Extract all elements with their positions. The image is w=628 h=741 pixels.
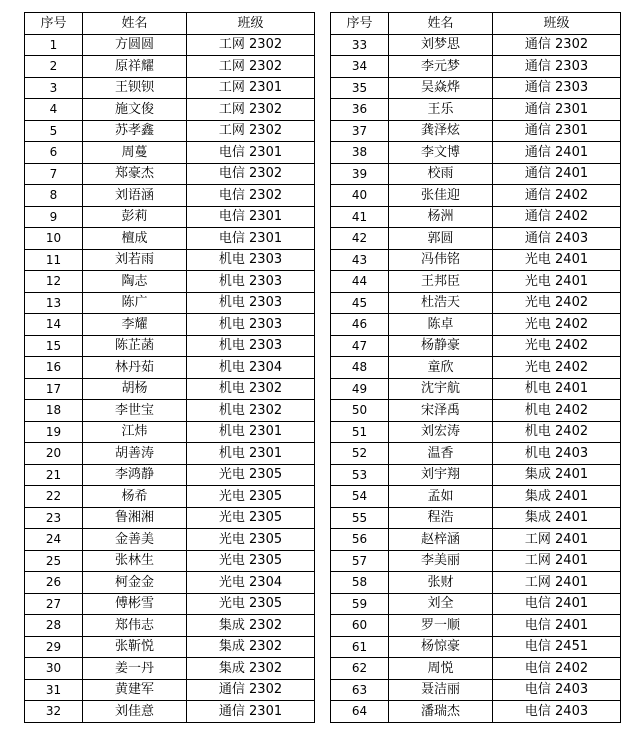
row-class: 机电 2303 [187,292,315,314]
header-seq: 序号 [25,13,83,35]
row-seq: 23 [25,507,83,529]
table-row [25,56,315,78]
row-seq: 2 [25,56,83,78]
row-class: 工网 2401 [493,572,621,594]
table-row [331,636,621,658]
row-class: 通信 2301 [493,99,621,121]
header-row [331,13,621,35]
row-name: 温香 [389,443,493,465]
row-seq: 29 [25,636,83,658]
table-row [25,486,315,508]
row-class: 机电 2302 [187,378,315,400]
row-name: 张佳迎 [389,185,493,207]
table-row [25,185,315,207]
row-seq: 33 [331,34,389,56]
table-row [25,77,315,99]
row-name: 王钡钡 [83,77,187,99]
row-seq: 16 [25,357,83,379]
row-name: 李耀 [83,314,187,336]
row-name: 彭莉 [83,206,187,228]
table-row [25,142,315,164]
table-row [331,142,621,164]
table-row [331,421,621,443]
row-name: 姜一丹 [83,658,187,680]
row-name: 张林生 [83,550,187,572]
table-row [25,120,315,142]
row-name: 柯金金 [83,572,187,594]
table-row [25,400,315,422]
table-row [25,34,315,56]
row-seq: 14 [25,314,83,336]
row-class: 电信 2302 [187,163,315,185]
row-class: 光电 2401 [493,249,621,271]
row-class: 工网 2302 [187,99,315,121]
row-class: 机电 2402 [493,400,621,422]
row-name: 校雨 [389,163,493,185]
row-name: 原祥耀 [83,56,187,78]
row-name: 郑伟志 [83,615,187,637]
row-name: 聂洁丽 [389,679,493,701]
row-class: 通信 2403 [493,228,621,250]
row-class: 光电 2305 [187,486,315,508]
row-name: 刘宇翔 [389,464,493,486]
table-row [331,249,621,271]
table-row [331,529,621,551]
table-row [331,314,621,336]
row-seq: 63 [331,679,389,701]
table-row [331,335,621,357]
row-class: 通信 2301 [187,701,315,723]
row-class: 机电 2303 [187,335,315,357]
row-name: 刘宏涛 [389,421,493,443]
row-class: 通信 2301 [493,120,621,142]
row-name: 赵梓涵 [389,529,493,551]
row-class: 光电 2305 [187,550,315,572]
row-class: 通信 2402 [493,185,621,207]
row-name: 龚泽炫 [389,120,493,142]
table-row [331,185,621,207]
row-name: 张靳悦 [83,636,187,658]
row-class: 电信 2403 [493,701,621,723]
table-row [25,271,315,293]
table-row [25,249,315,271]
row-class: 通信 2302 [493,34,621,56]
row-seq: 41 [331,206,389,228]
row-seq: 61 [331,636,389,658]
row-seq: 27 [25,593,83,615]
row-class: 光电 2305 [187,529,315,551]
row-seq: 25 [25,550,83,572]
row-seq: 36 [331,99,389,121]
row-seq: 34 [331,56,389,78]
row-class: 机电 2301 [187,421,315,443]
row-seq: 4 [25,99,83,121]
row-name: 鲁湘湘 [83,507,187,529]
table-row [331,464,621,486]
table-row [331,271,621,293]
header-class: 班级 [493,13,621,35]
row-name: 李鸿静 [83,464,187,486]
row-class: 机电 2402 [493,421,621,443]
row-seq: 49 [331,378,389,400]
table-row [331,593,621,615]
row-class: 集成 2302 [187,658,315,680]
row-name: 张财 [389,572,493,594]
row-class: 通信 2401 [493,142,621,164]
row-name: 潘瑞杰 [389,701,493,723]
row-class: 电信 2402 [493,658,621,680]
table-row [25,507,315,529]
roster-table-left [24,12,315,723]
row-name: 王乐 [389,99,493,121]
row-class: 通信 2303 [493,77,621,99]
row-seq: 42 [331,228,389,250]
table-row [25,464,315,486]
table-row [331,615,621,637]
roster-body-left [25,34,315,722]
table-row [331,228,621,250]
row-class: 工网 2301 [187,77,315,99]
table-row [25,615,315,637]
row-class: 电信 2301 [187,142,315,164]
row-name: 刘语涵 [83,185,187,207]
row-seq: 46 [331,314,389,336]
table-row [331,292,621,314]
row-name: 林丹茹 [83,357,187,379]
table-row [331,34,621,56]
row-name: 施文俊 [83,99,187,121]
row-class: 集成 2302 [187,636,315,658]
row-name: 周悦 [389,658,493,680]
row-seq: 56 [331,529,389,551]
row-seq: 37 [331,120,389,142]
row-name: 李美丽 [389,550,493,572]
table-row [331,120,621,142]
row-seq: 1 [25,34,83,56]
row-class: 集成 2401 [493,486,621,508]
table-row [25,572,315,594]
row-class: 机电 2303 [187,249,315,271]
row-name: 金善美 [83,529,187,551]
row-seq: 31 [25,679,83,701]
row-name: 郭圆 [389,228,493,250]
row-class: 电信 2403 [493,679,621,701]
row-name: 冯伟铭 [389,249,493,271]
row-seq: 35 [331,77,389,99]
row-seq: 20 [25,443,83,465]
row-seq: 64 [331,701,389,723]
row-name: 刘全 [389,593,493,615]
table-row [25,421,315,443]
row-seq: 22 [25,486,83,508]
row-seq: 28 [25,615,83,637]
row-name: 檀成 [83,228,187,250]
row-name: 陶志 [83,271,187,293]
row-name: 李文博 [389,142,493,164]
row-class: 集成 2401 [493,464,621,486]
row-seq: 5 [25,120,83,142]
row-seq: 48 [331,357,389,379]
table-row [25,99,315,121]
row-class: 机电 2303 [187,271,315,293]
table-row [331,400,621,422]
row-seq: 51 [331,421,389,443]
table-row [25,636,315,658]
table-row [331,99,621,121]
row-class: 电信 2302 [187,185,315,207]
row-seq: 45 [331,292,389,314]
row-name: 刘若雨 [83,249,187,271]
row-name: 孟如 [389,486,493,508]
table-row [25,228,315,250]
table-row [331,486,621,508]
row-name: 杨惊豪 [389,636,493,658]
table-row [331,701,621,723]
row-seq: 7 [25,163,83,185]
row-name: 宋泽禹 [389,400,493,422]
table-row [25,701,315,723]
table-row [331,572,621,594]
row-name: 杨静豪 [389,335,493,357]
row-name: 方圆圆 [83,34,187,56]
row-seq: 12 [25,271,83,293]
row-name: 周蔓 [83,142,187,164]
table-row [331,378,621,400]
row-name: 李元梦 [389,56,493,78]
row-seq: 17 [25,378,83,400]
table-row [331,56,621,78]
row-class: 光电 2402 [493,357,621,379]
row-class: 电信 2401 [493,615,621,637]
row-class: 光电 2402 [493,314,621,336]
row-seq: 8 [25,185,83,207]
row-name: 苏孝鑫 [83,120,187,142]
table-row [25,679,315,701]
row-seq: 30 [25,658,83,680]
table-row [25,206,315,228]
row-class: 通信 2401 [493,163,621,185]
row-name: 杨洲 [389,206,493,228]
row-seq: 21 [25,464,83,486]
header-name: 姓名 [389,13,493,35]
table-row [331,658,621,680]
table-row [25,443,315,465]
row-class: 集成 2401 [493,507,621,529]
row-name: 刘梦思 [389,34,493,56]
row-class: 通信 2303 [493,56,621,78]
row-name: 李世宝 [83,400,187,422]
table-row [25,357,315,379]
table-row [331,443,621,465]
row-class: 电信 2401 [493,593,621,615]
row-seq: 43 [331,249,389,271]
header-name: 姓名 [83,13,187,35]
table-row [25,292,315,314]
row-seq: 13 [25,292,83,314]
row-class: 光电 2401 [493,271,621,293]
row-class: 机电 2403 [493,443,621,465]
row-name: 陈广 [83,292,187,314]
row-class: 通信 2402 [493,206,621,228]
row-name: 王邦臣 [389,271,493,293]
table-row [25,335,315,357]
row-class: 光电 2402 [493,335,621,357]
table-row [331,507,621,529]
row-seq: 50 [331,400,389,422]
table-row [331,163,621,185]
table-row [331,206,621,228]
row-seq: 32 [25,701,83,723]
row-seq: 39 [331,163,389,185]
row-name: 陈卓 [389,314,493,336]
row-name: 杨希 [83,486,187,508]
row-class: 机电 2301 [187,443,315,465]
row-name: 胡善涛 [83,443,187,465]
row-name: 傅彬雪 [83,593,187,615]
row-class: 机电 2401 [493,378,621,400]
row-seq: 24 [25,529,83,551]
row-seq: 55 [331,507,389,529]
table-row [25,529,315,551]
row-name: 刘佳意 [83,701,187,723]
table-row [331,550,621,572]
row-class: 机电 2302 [187,400,315,422]
row-seq: 9 [25,206,83,228]
row-class: 光电 2305 [187,593,315,615]
row-name: 杜浩天 [389,292,493,314]
row-seq: 53 [331,464,389,486]
table-row [25,163,315,185]
row-name: 胡杨 [83,378,187,400]
row-class: 集成 2302 [187,615,315,637]
table-row [331,77,621,99]
row-class: 电信 2301 [187,228,315,250]
row-name: 江炜 [83,421,187,443]
table-row [331,679,621,701]
row-seq: 59 [331,593,389,615]
row-seq: 58 [331,572,389,594]
row-class: 机电 2304 [187,357,315,379]
table-row [331,357,621,379]
row-seq: 40 [331,185,389,207]
row-seq: 10 [25,228,83,250]
row-name: 黄建军 [83,679,187,701]
row-class: 光电 2402 [493,292,621,314]
row-seq: 57 [331,550,389,572]
row-seq: 47 [331,335,389,357]
table-row [25,593,315,615]
row-seq: 19 [25,421,83,443]
row-name: 罗一顺 [389,615,493,637]
row-class: 光电 2304 [187,572,315,594]
row-class: 电信 2451 [493,636,621,658]
row-class: 工网 2401 [493,550,621,572]
header-row [25,13,315,35]
table-row [25,378,315,400]
row-name: 吴焱烨 [389,77,493,99]
row-seq: 52 [331,443,389,465]
row-seq: 18 [25,400,83,422]
row-seq: 26 [25,572,83,594]
row-class: 通信 2302 [187,679,315,701]
row-class: 光电 2305 [187,507,315,529]
row-seq: 38 [331,142,389,164]
row-class: 工网 2302 [187,34,315,56]
row-class: 机电 2303 [187,314,315,336]
table-row [25,658,315,680]
table-row [25,550,315,572]
roster-table-right [330,12,621,723]
row-seq: 11 [25,249,83,271]
row-class: 工网 2302 [187,56,315,78]
row-seq: 62 [331,658,389,680]
row-class: 电信 2301 [187,206,315,228]
header-class: 班级 [187,13,315,35]
header-seq: 序号 [331,13,389,35]
row-class: 光电 2305 [187,464,315,486]
row-seq: 44 [331,271,389,293]
table-row [25,314,315,336]
row-name: 陈芷菡 [83,335,187,357]
row-name: 程浩 [389,507,493,529]
row-name: 郑豪杰 [83,163,187,185]
row-seq: 3 [25,77,83,99]
row-class: 工网 2401 [493,529,621,551]
row-class: 工网 2302 [187,120,315,142]
row-seq: 6 [25,142,83,164]
roster-body-right [331,34,621,722]
row-seq: 15 [25,335,83,357]
row-name: 沈宇航 [389,378,493,400]
row-seq: 60 [331,615,389,637]
row-seq: 54 [331,486,389,508]
row-name: 童欣 [389,357,493,379]
